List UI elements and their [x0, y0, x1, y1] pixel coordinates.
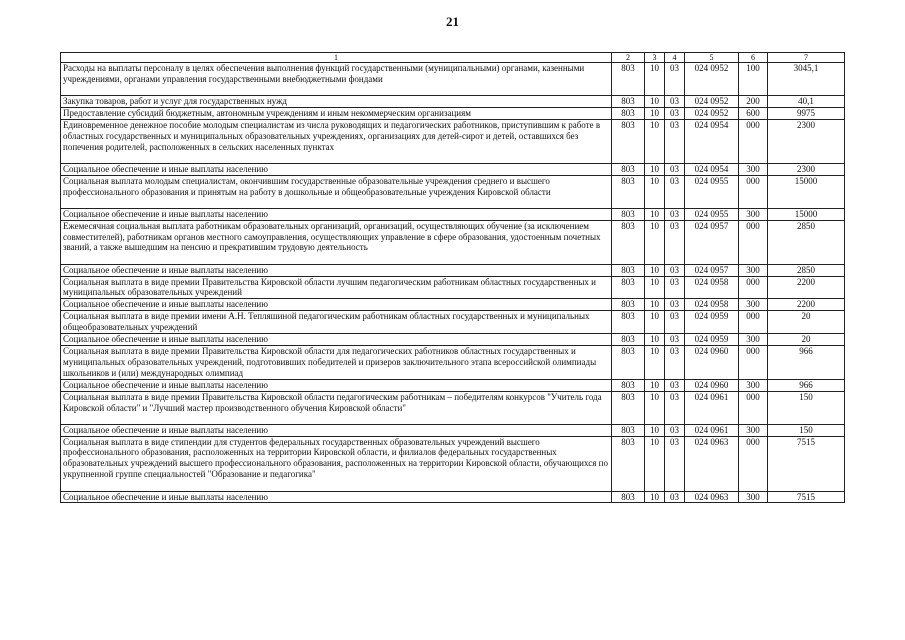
ministry-code-cell: 803 [612, 264, 645, 276]
table-row [61, 424, 845, 436]
ministry-code-cell: 803 [612, 299, 645, 311]
ministry-code-cell: 803 [612, 119, 645, 163]
expense-type-code-cell: 600 [739, 107, 768, 119]
target-article-code-cell: 024 0961 [685, 391, 739, 424]
subsection-code-cell: 03 [665, 491, 685, 503]
header-col-2: 2 [612, 53, 645, 63]
expense-type-code-cell: 300 [739, 424, 768, 436]
amount-cell: 9975 [768, 107, 845, 119]
amount-cell: 2850 [768, 264, 845, 276]
item-name-cell: Социальная выплата молодым специалистам, окончившим государственные образовательные учреждения среднего и высшего профессионального образования и принятым на работу в дошкольные и общеобразовательные учреждения Кировской области [61, 175, 612, 208]
expense-type-code-cell: 300 [739, 334, 768, 346]
table-row [61, 208, 845, 220]
ministry-code-cell: 803 [612, 436, 645, 491]
subsection-code-cell: 03 [665, 299, 685, 311]
item-name-cell: Социальное обеспечение и иные выплаты населению [61, 163, 612, 175]
table-row [61, 379, 845, 391]
ministry-code-cell: 803 [612, 311, 645, 334]
ministry-code-cell: 803 [612, 96, 645, 108]
item-name-cell: Единовременное денежное пособие молодым специалистам из числа руководящих и педагогических работников, приступившим к работе в областных государственных и муниципальных образовательных учреждениях, организациях для детей-сирот и детей, оставшихся без попечения родителей, расположенных в сельских населенных пунктах [61, 119, 612, 163]
table-row [61, 175, 845, 208]
header-col-6: 6 [739, 53, 768, 63]
subsection-code-cell: 03 [665, 436, 685, 491]
subsection-code-cell: 03 [665, 96, 685, 108]
amount-cell: 7515 [768, 436, 845, 491]
section-code-cell: 10 [645, 299, 665, 311]
target-article-code-cell: 024 0959 [685, 311, 739, 334]
target-article-code-cell: 024 0954 [685, 163, 739, 175]
expense-type-code-cell: 300 [739, 163, 768, 175]
budget-table-body [61, 63, 845, 503]
ministry-code-cell: 803 [612, 424, 645, 436]
subsection-code-cell: 03 [665, 107, 685, 119]
amount-cell: 20 [768, 311, 845, 334]
expense-type-code-cell: 000 [739, 436, 768, 491]
subsection-code-cell: 03 [665, 175, 685, 208]
expense-type-code-cell: 100 [739, 63, 768, 96]
amount-cell: 15000 [768, 208, 845, 220]
section-code-cell: 10 [645, 276, 665, 299]
header-col-7: 7 [768, 53, 845, 63]
section-code-cell: 10 [645, 345, 665, 379]
table-row [61, 264, 845, 276]
amount-cell: 2850 [768, 220, 845, 264]
ministry-code-cell: 803 [612, 491, 645, 503]
item-name-cell: Социальное обеспечение и иные выплаты населению [61, 491, 612, 503]
subsection-code-cell: 03 [665, 119, 685, 163]
item-name-cell: Социальная выплата в виде стипендии для студентов федеральных государственных образовательных учреждений высшего профессионального образования, расположенных на территории Кировской области, и филиалов федеральных государственных образовательных учреждений высшего профессионального образования, расположенных на территории Кировской области, обучающихся по укрупненной группе специальностей "Образование и педагогика" [61, 436, 612, 491]
target-article-code-cell: 024 0955 [685, 175, 739, 208]
table-row [61, 63, 845, 96]
expense-type-code-cell: 300 [739, 491, 768, 503]
target-article-code-cell: 024 0959 [685, 334, 739, 346]
section-code-cell: 10 [645, 264, 665, 276]
item-name-cell: Социальное обеспечение и иные выплаты населению [61, 424, 612, 436]
target-article-code-cell: 024 0958 [685, 276, 739, 299]
subsection-code-cell: 03 [665, 424, 685, 436]
ministry-code-cell: 803 [612, 107, 645, 119]
subsection-code-cell: 03 [665, 208, 685, 220]
item-name-cell: Расходы на выплаты персоналу в целях обеспечения выполнения функций государственными (муниципальными) органами, казенными учреждениями, органами управления государственными внебюджетными фондами [61, 63, 612, 96]
target-article-code-cell: 024 0952 [685, 107, 739, 119]
target-article-code-cell: 024 0952 [685, 63, 739, 96]
ministry-code-cell: 803 [612, 63, 645, 96]
subsection-code-cell: 03 [665, 63, 685, 96]
subsection-code-cell: 03 [665, 276, 685, 299]
table-row [61, 107, 845, 119]
amount-cell: 15000 [768, 175, 845, 208]
item-name-cell: Социальная выплата в виде премии имени А.Н. Тепляшиной педагогическим работникам областных государственных и муниципальных общеобразовательных учреждений [61, 311, 612, 334]
expense-type-code-cell: 300 [739, 299, 768, 311]
table-row [61, 334, 845, 346]
section-code-cell: 10 [645, 63, 665, 96]
expense-type-code-cell: 300 [739, 208, 768, 220]
ministry-code-cell: 803 [612, 345, 645, 379]
item-name-cell: Социальная выплата в виде премии Правительства Кировской области педагогическим работникам – победителям конкурсов "Учитель года Кировской области" и "Лучший мастер производственного обучения Кировской области" [61, 391, 612, 424]
ministry-code-cell: 803 [612, 379, 645, 391]
table-row [61, 163, 845, 175]
target-article-code-cell: 024 0961 [685, 424, 739, 436]
target-article-code-cell: 024 0963 [685, 436, 739, 491]
target-article-code-cell: 024 0958 [685, 299, 739, 311]
subsection-code-cell: 03 [665, 334, 685, 346]
subsection-code-cell: 03 [665, 379, 685, 391]
section-code-cell: 10 [645, 334, 665, 346]
amount-cell: 2300 [768, 163, 845, 175]
section-code-cell: 10 [645, 163, 665, 175]
header-col-1: 1 [61, 53, 612, 63]
subsection-code-cell: 03 [665, 163, 685, 175]
target-article-code-cell: 024 0960 [685, 379, 739, 391]
subsection-code-cell: 03 [665, 220, 685, 264]
table-row [61, 276, 845, 299]
amount-cell: 7515 [768, 491, 845, 503]
item-name-cell: Закупка товаров, работ и услуг для государственных нужд [61, 96, 612, 108]
amount-cell: 20 [768, 334, 845, 346]
table-row [61, 491, 845, 503]
ministry-code-cell: 803 [612, 208, 645, 220]
item-name-cell: Социальное обеспечение и иные выплаты населению [61, 299, 612, 311]
expense-type-code-cell: 000 [739, 276, 768, 299]
item-name-cell: Социальное обеспечение и иные выплаты населению [61, 264, 612, 276]
expense-type-code-cell: 000 [739, 175, 768, 208]
budget-table [60, 52, 845, 503]
section-code-cell: 10 [645, 208, 665, 220]
section-code-cell: 10 [645, 220, 665, 264]
item-name-cell: Предоставление субсидий бюджетным, автономным учреждениям и иным некоммерческим организациям [61, 107, 612, 119]
target-article-code-cell: 024 0963 [685, 491, 739, 503]
amount-cell: 150 [768, 424, 845, 436]
section-code-cell: 10 [645, 311, 665, 334]
header-col-4: 4 [665, 53, 685, 63]
item-name-cell: Социальная выплата в виде премии Правительства Кировской области для педагогических работников областных государственных и муниципальных образовательных учреждений, подготовивших победителей и призеров заключительного этапа всероссийской олимпиады школьников и (или) международных олимпиад [61, 345, 612, 379]
header-row [61, 53, 845, 63]
table-row [61, 96, 845, 108]
amount-cell: 966 [768, 345, 845, 379]
expense-type-code-cell: 300 [739, 264, 768, 276]
table-row [61, 299, 845, 311]
item-name-cell: Ежемесячная социальная выплата работникам образовательных организаций, организаций, осуществляющих обучение (за исключением совместителей), работникам органов местного самоуправления, осуществляющих управление в сфере образования, удостоенным почетных званий, а также вышедшим на пенсию и прекратившим трудовую деятельность [61, 220, 612, 264]
target-article-code-cell: 024 0954 [685, 119, 739, 163]
amount-cell: 2300 [768, 119, 845, 163]
target-article-code-cell: 024 0955 [685, 208, 739, 220]
page-number: 21 [446, 14, 459, 29]
subsection-code-cell: 03 [665, 391, 685, 424]
expense-type-code-cell: 000 [739, 220, 768, 264]
section-code-cell: 10 [645, 175, 665, 208]
ministry-code-cell: 803 [612, 163, 645, 175]
section-code-cell: 10 [645, 491, 665, 503]
section-code-cell: 10 [645, 107, 665, 119]
section-code-cell: 10 [645, 424, 665, 436]
table-row [61, 119, 845, 163]
amount-cell: 2200 [768, 276, 845, 299]
amount-cell: 2200 [768, 299, 845, 311]
expense-type-code-cell: 300 [739, 379, 768, 391]
header-col-5: 5 [685, 53, 739, 63]
target-article-code-cell: 024 0960 [685, 345, 739, 379]
table-row [61, 220, 845, 264]
section-code-cell: 10 [645, 119, 665, 163]
amount-cell: 150 [768, 391, 845, 424]
expense-type-code-cell: 000 [739, 311, 768, 334]
target-article-code-cell: 024 0957 [685, 264, 739, 276]
item-name-cell: Социальная выплата в виде премии Правительства Кировской области лучшим педагогическим работникам областных государственных и муниципальных образовательных учреждений [61, 276, 612, 299]
table-row [61, 311, 845, 334]
expense-type-code-cell: 200 [739, 96, 768, 108]
section-code-cell: 10 [645, 436, 665, 491]
amount-cell: 3045,1 [768, 63, 845, 96]
section-code-cell: 10 [645, 379, 665, 391]
table-row [61, 391, 845, 424]
section-code-cell: 10 [645, 96, 665, 108]
amount-cell: 966 [768, 379, 845, 391]
ministry-code-cell: 803 [612, 175, 645, 208]
ministry-code-cell: 803 [612, 220, 645, 264]
subsection-code-cell: 03 [665, 345, 685, 379]
subsection-code-cell: 03 [665, 264, 685, 276]
ministry-code-cell: 803 [612, 276, 645, 299]
ministry-code-cell: 803 [612, 334, 645, 346]
section-code-cell: 10 [645, 391, 665, 424]
item-name-cell: Социальное обеспечение и иные выплаты населению [61, 379, 612, 391]
ministry-code-cell: 803 [612, 391, 645, 424]
header-col-3: 3 [645, 53, 665, 63]
table-row [61, 345, 845, 379]
expense-type-code-cell: 000 [739, 391, 768, 424]
expense-type-code-cell: 000 [739, 119, 768, 163]
target-article-code-cell: 024 0957 [685, 220, 739, 264]
expense-type-code-cell: 000 [739, 345, 768, 379]
amount-cell: 40,1 [768, 96, 845, 108]
subsection-code-cell: 03 [665, 311, 685, 334]
target-article-code-cell: 024 0952 [685, 96, 739, 108]
item-name-cell: Социальное обеспечение и иные выплаты населению [61, 208, 612, 220]
item-name-cell: Социальное обеспечение и иные выплаты населению [61, 334, 612, 346]
table-row [61, 436, 845, 491]
